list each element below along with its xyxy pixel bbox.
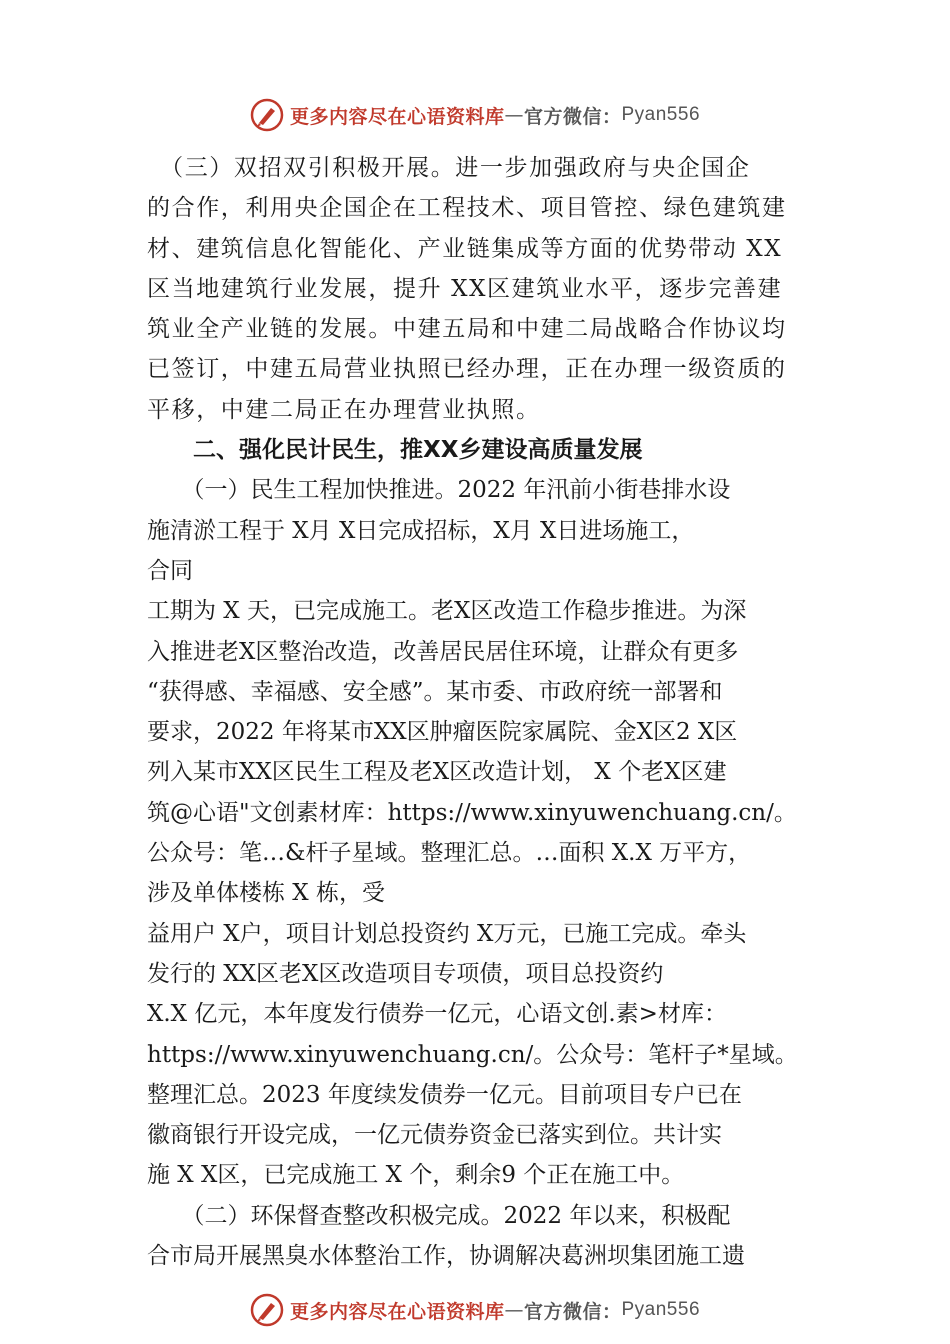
text-line: 筑业全产业链的发展。中建五局和中建二局战略合作协议均	[147, 316, 787, 343]
text-line: 列入某市XX区民生工程及老X区改造计划， X 个老X区建	[147, 759, 727, 786]
pen-nib-logo-icon	[250, 1293, 284, 1327]
text-line: （一）民生工程加快推进。2022 年汛前小街巷排水设	[147, 477, 731, 504]
text-line: 要求，2022 年将某市XX区肿瘤医院家属院、金X区2 X区	[147, 719, 738, 746]
watermark-wechat-label: 官方微信：	[523, 105, 622, 128]
text-line: 合同	[147, 557, 193, 584]
watermark-separator: —	[504, 104, 524, 126]
text-line: 材、建筑信息化智能化、产业链集成等方面的优势带动 XX	[147, 235, 783, 262]
text-line: 工期为 X 天，已完成施工。老X区改造工作稳步推进。为深	[147, 598, 747, 625]
text-line: 徽商银行开设完成，一亿元债券资金已落实到位。共计实	[147, 1122, 722, 1149]
watermark-separator: —	[504, 1299, 524, 1321]
text-line: 施 X X区，已完成施工 X 个，剩余9 个正在施工中。	[147, 1162, 685, 1189]
text-line: 区当地建筑行业发展，提升 XX区建筑业水平，逐步完善建	[147, 275, 783, 302]
text-line: 整理汇总。2023 年度续发债券一亿元。目前项目专户已在	[147, 1081, 742, 1108]
footer-watermark	[0, 1290, 950, 1330]
text-line: X.X 亿元，本年度发行债券一亿元，心语文创.素>材库：	[147, 1001, 727, 1028]
watermark-site-text: 更多内容尽在心语资料库	[289, 1300, 505, 1323]
text-line: https://www.xinyuwenchuang.cn/。公众号：笔杆子*星域。	[147, 1041, 798, 1068]
watermark-wechat-label: 官方微信：	[523, 1300, 622, 1323]
text-line: 公众号：笔…&杆子星域。整理汇总。…面积 X.X 万平方，	[147, 840, 752, 867]
text-line: （二）环保督查整改积极完成。2022 年以来，积极配	[147, 1202, 731, 1229]
document-body	[147, 148, 827, 1276]
watermark-site-text: 更多内容尽在心语资料库	[289, 105, 505, 128]
text-line: 已签订，中建五局营业执照已经办理，正在办理一级资质的	[147, 356, 787, 383]
text-line: 入推进老X区整治改造，改善居民居住环境，让群众有更多	[147, 638, 739, 665]
text-line: “获得感、幸福感、安全感”。某市委、市政府统一部署和	[147, 678, 723, 705]
text-line: 筑@心语"文创素材库：https://www.xinyuwenchuang.cn/。	[147, 799, 797, 826]
text-line: 发行的 XX区老X区改造项目专项债，项目总投资约	[147, 960, 664, 987]
text-line: （三）双招双引积极开展。进一步加强政府与央企国企	[147, 155, 751, 181]
section-heading: 二、强化民计民生，推XX乡建设高质量发展	[147, 437, 643, 464]
text-line: 益用户 X户，项目计划总投资约 X万元，已施工完成。牵头	[147, 920, 747, 947]
watermark-wechat-id: Pyan556	[621, 104, 701, 125]
text-line: 平移，中建二局正在办理营业执照。	[147, 396, 541, 423]
text-line: 合市局开展黑臭水体整治工作，协调解决葛洲坝集团施工遗	[147, 1243, 745, 1270]
text-line: 施清淤工程于 X月 X日完成招标，X月 X日进场施工，	[147, 517, 695, 544]
watermark-wechat-id: Pyan556	[621, 1299, 701, 1320]
header-watermark	[0, 95, 950, 135]
text-line: 的合作，利用央企国企在工程技术、项目管控、绿色建筑建	[147, 195, 787, 222]
pen-nib-logo-icon	[250, 98, 284, 132]
text-line: 涉及单体楼栋 X 栋，受	[147, 880, 385, 907]
